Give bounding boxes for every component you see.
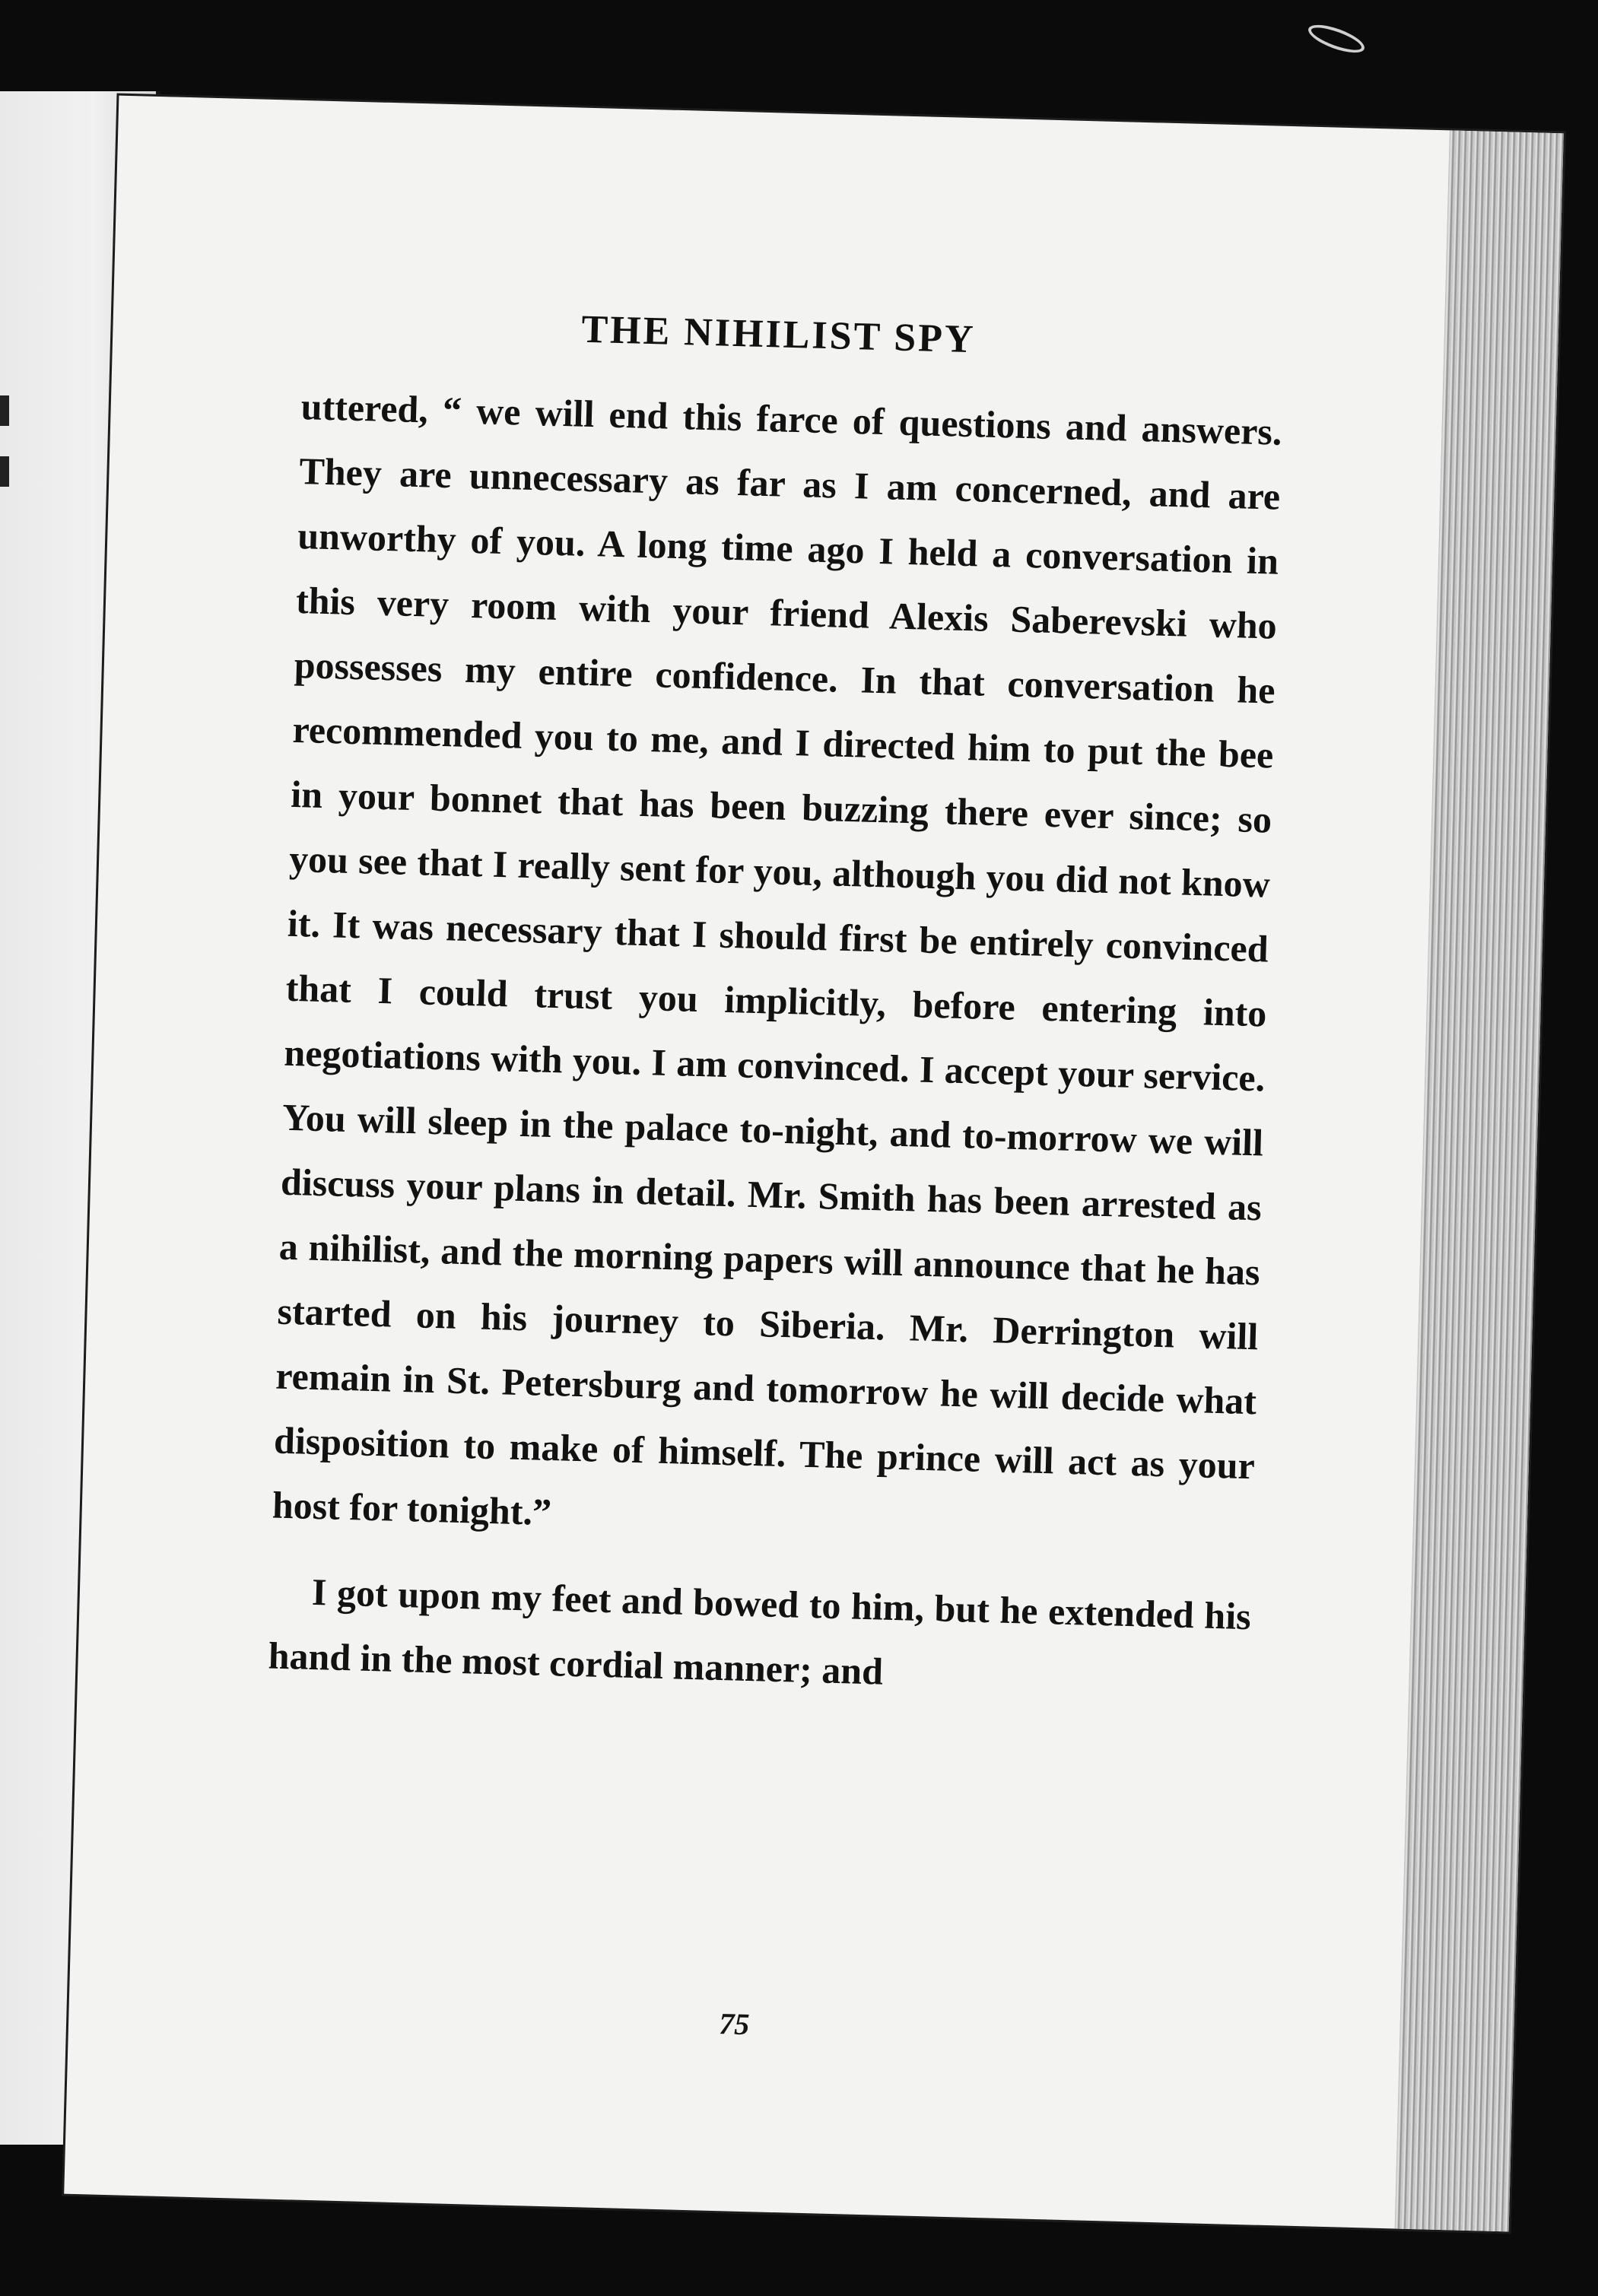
facing-page-mark	[0, 395, 9, 426]
body-text	[268, 374, 1283, 1713]
paragraph: I got upon my feet and bowed to him, but he extended his hand in the most cordial manner; and	[268, 1570, 1252, 1693]
facing-page-mark	[0, 456, 9, 487]
corner-smudge	[1305, 19, 1368, 58]
paragraph: uttered, “ we will end this farce of questions and answers. They are unnecessary as far as I am concerned, and are unworthy of you. A long time ago I held a conversation in this very room with your friend Alexis Saberevski who possesses my entire confidence. In that conversation he recommended you to me, and I directed him to put the bee in your bonnet that has been buzzing there ever since; so you see that I really sent for you, although you did not know it. It was necessary that I should first be entirely convinced that I could trust you implicitly, before entering into negotiations with you. I am convinced. I accept your service. You will sleep in the palace to-night, and to-morrow we will discuss your plans in detail. Mr. Smith has been arrested as a nihilist, and the morning papers will announce that he has started on his journey to Siberia. Mr. Derrington will remain in St. Petersburg and tomorrow he will decide what disposition to make of himself. The prince will act as your host for tonight.”	[272, 385, 1283, 1534]
page-block-edge	[1395, 130, 1564, 2231]
running-head: THE NIHILIST SPY	[580, 307, 977, 362]
book-page	[64, 96, 1564, 2232]
page-number: 75	[718, 2006, 750, 2042]
